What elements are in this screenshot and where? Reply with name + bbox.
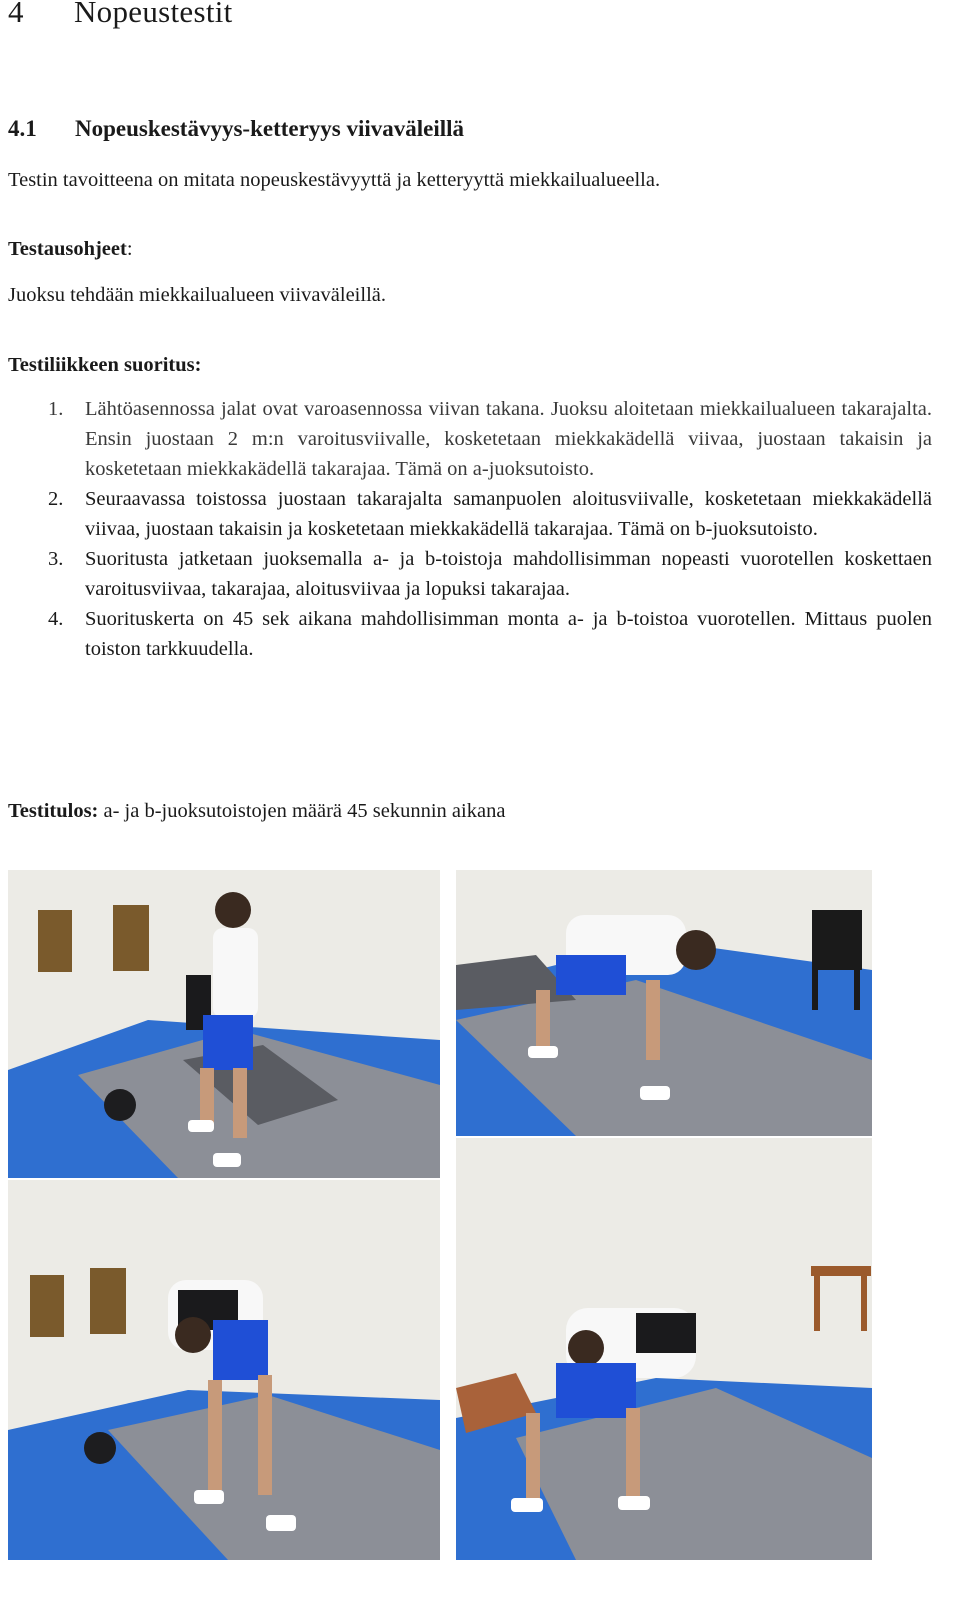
intro-paragraph: Testin tavoitteena on mitata nopeuskestävyyttä ja ketteryyttä miekkailualueella. [8, 169, 661, 191]
result-text: a- ja b-juoksutoistojen määrä 45 sekunnin aikana [98, 800, 506, 822]
section-number: 4.1 [8, 116, 37, 141]
result-line [8, 796, 505, 826]
performance-heading: Testiliikkeen suoritus: [8, 354, 202, 376]
result-label: Testitulos: [8, 800, 99, 822]
photo-start-position [8, 870, 440, 1178]
chapter-number: 4 [8, 0, 24, 29]
step-number: 4. [48, 608, 64, 630]
step-item [8, 394, 932, 484]
photo-warning-line-touch [456, 1138, 872, 1560]
step-item [8, 484, 932, 544]
step-item [8, 544, 932, 604]
instructions-heading [8, 234, 133, 264]
photo-back-line-touch [8, 1180, 440, 1560]
step-text: Suorituskerta on 45 sek aikana mahdollisimman monta a- ja b-toistoa vuorotellen. Mittaus puolen toiston tarkkuudella. [85, 608, 932, 660]
section-heading [8, 116, 464, 142]
step-number: 3. [48, 548, 64, 570]
step-text: Lähtöasennossa jalat ovat varoasennossa viivan takana. Juoksu aloitetaan miekkailualueen takarajalta. Ensin juostaan 2 m:n varoitusviivalle, kosketetaan miekkakädellä viivaa, juostaan takaisin ja kosketetaan miekkakädellä takarajaa. Tämä on a-juoksutoisto. [85, 398, 932, 480]
chapter-heading [8, 0, 233, 30]
instructions-text: Juoksu tehdään miekkailualueen viivaväleillä. [8, 284, 386, 306]
step-text: Suoritusta jatketaan juoksemalla a- ja b-toistoja mahdollisimman nopeasti vuorotellen koskettaen varoitusviivaa, takarajaa, aloitusviivaa ja lopuksi takarajaa. [85, 548, 932, 600]
chapter-title: Nopeustestit [74, 0, 233, 29]
step-number: 2. [48, 488, 64, 510]
step-item [8, 604, 932, 664]
photo-touch-line [456, 870, 872, 1136]
section-title: Nopeuskestävyys-ketteryys viivaväleillä [75, 116, 465, 141]
steps-list [8, 394, 932, 664]
step-text: Seuraavassa toistossa juostaan takarajalta samanpuolen aloitusviivalle, kosketetaan miekkakädellä viivaa, juostaan takaisin ja kosketetaan miekkakädellä takarajaa. Tämä on b-juoksutoisto. [85, 488, 932, 540]
instructions-colon: : [126, 238, 133, 260]
instructions-label: Testausohjeet [8, 238, 127, 260]
step-number: 1. [48, 398, 64, 420]
